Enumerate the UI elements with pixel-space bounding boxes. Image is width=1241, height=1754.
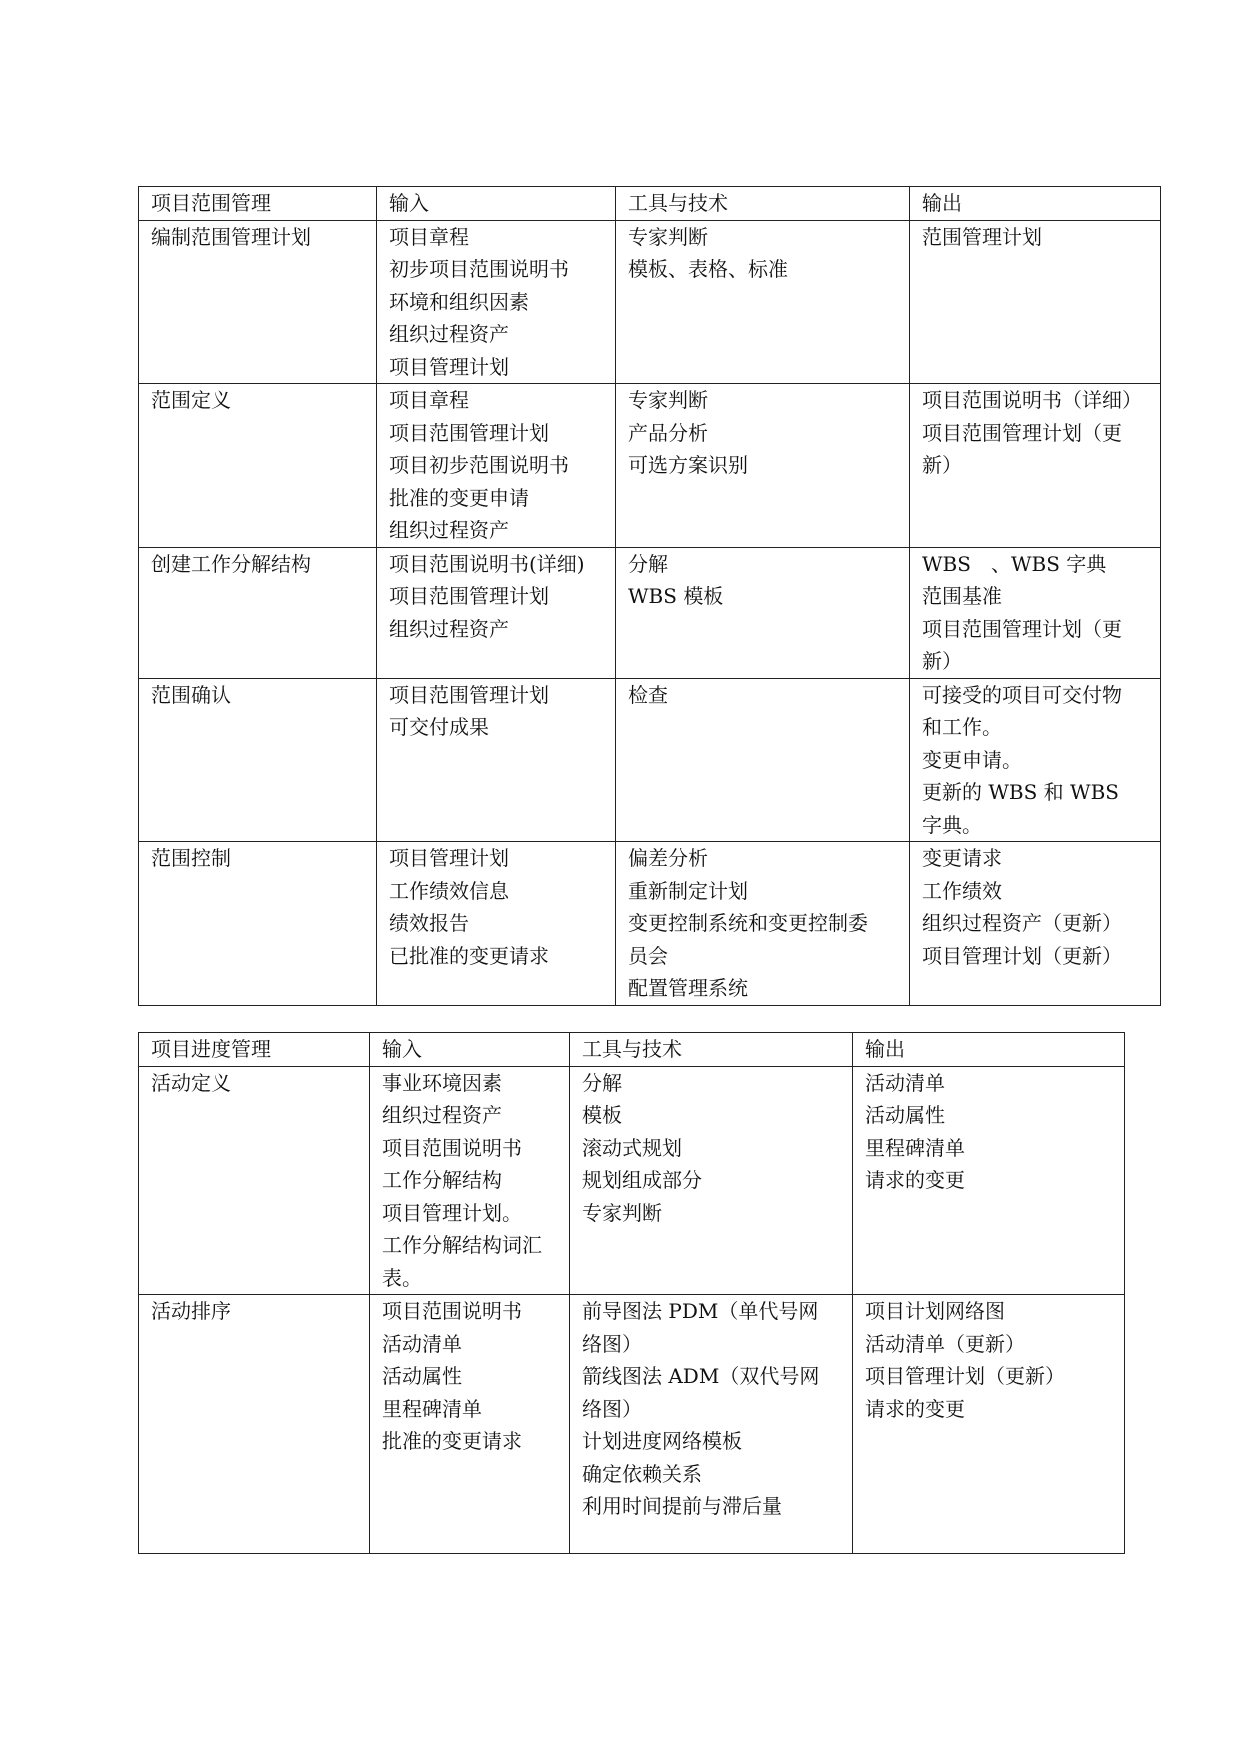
cell-line: 项目初步范围说明书 xyxy=(389,453,569,477)
tools-cell xyxy=(570,1066,853,1295)
cell-line: 字典。 xyxy=(922,812,982,837)
cell-line: 初步项目范围说明书 xyxy=(389,257,569,281)
cell-line: 项目管理计划 xyxy=(389,846,509,870)
table-row xyxy=(139,547,1161,678)
table-header-row xyxy=(139,1033,1125,1067)
header-cell: 输出 xyxy=(853,1033,1125,1067)
cell-line: 员会 xyxy=(628,943,668,968)
cell-line: 范围管理计划 xyxy=(922,224,1042,249)
cell-line: 箭线图法 ADM（双代号网 xyxy=(582,1364,820,1388)
cell-line: 范围控制 xyxy=(151,846,231,870)
header-cell: 输入 xyxy=(370,1033,570,1067)
cell-line: 专家判断 xyxy=(628,388,708,412)
cell-line: 组织过程资产 xyxy=(389,322,509,346)
cell-line: 确定依赖关系 xyxy=(582,1461,702,1486)
cell-line: 组织过程资产 xyxy=(389,616,509,641)
cell-line: 活动清单 xyxy=(382,1331,462,1356)
cell-line: 模板 xyxy=(582,1103,622,1127)
schedule-management-table xyxy=(138,1032,1125,1554)
cell-line: WBS 、WBS 字典 xyxy=(922,551,1107,576)
header-cell: 工具与技术 xyxy=(570,1033,853,1067)
table-header-row xyxy=(139,187,1161,221)
cell-line: 项目范围说明书（详细） xyxy=(922,388,1142,412)
process-cell xyxy=(139,1066,370,1295)
cell-line: 项目管理计划 xyxy=(389,354,509,379)
cell-line: 变更请求 xyxy=(922,846,1002,870)
process-cell xyxy=(139,384,377,548)
cell-line: 产品分析 xyxy=(628,420,708,445)
cell-line: 配置管理系统 xyxy=(628,976,748,1000)
cell-line: 新） xyxy=(922,453,962,477)
cell-line: 项目计划网络图 xyxy=(865,1299,1005,1323)
scope-management-table xyxy=(138,186,1161,1006)
cell-line: 工作绩效信息 xyxy=(389,878,509,903)
process-cell xyxy=(139,220,377,384)
cell-line: 绩效报告 xyxy=(389,911,469,935)
header-cell: 输出 xyxy=(910,187,1161,221)
cell-line: 项目范围管理计划 xyxy=(389,584,549,608)
cell-line: 活动排序 xyxy=(151,1299,231,1323)
cell-line: 工作分解结构 xyxy=(382,1168,502,1192)
header-cell: 项目范围管理 xyxy=(139,187,377,221)
cell-line: 项目范围管理计划（更 xyxy=(922,420,1122,445)
header-cell: 输入 xyxy=(377,187,616,221)
header-cell: 项目进度管理 xyxy=(139,1033,370,1067)
cell-line: 检查 xyxy=(628,682,668,707)
process-cell xyxy=(139,547,377,678)
table-row xyxy=(139,678,1161,842)
cell-line: 工作分解结构词汇 xyxy=(382,1233,542,1257)
cell-line: 可交付成果 xyxy=(389,715,489,739)
tools-cell xyxy=(616,678,910,842)
cell-line: 项目管理计划（更新） xyxy=(865,1364,1065,1388)
cell-line: 活动清单（更新） xyxy=(865,1331,1025,1356)
cell-line: 新） xyxy=(922,649,962,673)
inputs-cell xyxy=(370,1295,570,1554)
cell-line: 变更控制系统和变更控制委 xyxy=(628,911,868,935)
process-cell xyxy=(139,678,377,842)
tools-cell xyxy=(616,220,910,384)
cell-line: 前导图法 PDM（单代号网 xyxy=(582,1299,819,1323)
cell-line: 变更申请。 xyxy=(922,747,1022,772)
cell-line: 已批准的变更请求 xyxy=(389,943,549,968)
cell-line: 表。 xyxy=(382,1265,422,1290)
process-cell xyxy=(139,1295,370,1554)
cell-line: 计划进度网络模板 xyxy=(582,1429,742,1453)
table-row xyxy=(139,1066,1125,1295)
cell-line: 请求的变更 xyxy=(865,1396,965,1421)
cell-line: 更新的 WBS 和 WBS xyxy=(922,780,1119,804)
table-row xyxy=(139,384,1161,548)
cell-line: 里程碑清单 xyxy=(382,1396,482,1421)
cell-line: 项目范围管理计划 xyxy=(389,682,549,707)
cell-line: 分解 xyxy=(628,551,668,576)
table-row xyxy=(139,1295,1125,1554)
cell-line: 组织过程资产 xyxy=(389,518,509,542)
cell-line: 活动定义 xyxy=(151,1070,231,1095)
cell-line: 重新制定计划 xyxy=(628,878,748,903)
cell-line: 环境和组织因素 xyxy=(389,289,529,314)
cell-line: 项目范围说明书 xyxy=(382,1299,522,1323)
cell-line: 项目管理计划。 xyxy=(382,1200,522,1225)
cell-line: 可选方案识别 xyxy=(628,453,748,477)
table-row xyxy=(139,220,1161,384)
cell-line: 项目范围说明书(详细) xyxy=(389,551,585,576)
cell-line: 批准的变更申请 xyxy=(389,485,529,510)
cell-line: 专家判断 xyxy=(628,224,708,249)
cell-line: 工作绩效 xyxy=(922,878,1002,903)
cell-line: WBS 模板 xyxy=(628,584,724,608)
cell-line: 活动属性 xyxy=(382,1364,462,1388)
cell-line: 请求的变更 xyxy=(865,1168,965,1192)
cell-line: 组织过程资产（更新） xyxy=(922,911,1122,935)
outputs-cell xyxy=(853,1066,1125,1295)
cell-line: 络图） xyxy=(582,1331,642,1356)
cell-line: 范围确认 xyxy=(151,682,231,707)
inputs-cell xyxy=(377,842,616,1006)
outputs-cell xyxy=(910,842,1161,1006)
tools-cell xyxy=(616,547,910,678)
cell-line: 组织过程资产 xyxy=(382,1103,502,1127)
cell-line: 专家判断 xyxy=(582,1200,662,1225)
inputs-cell xyxy=(370,1066,570,1295)
cell-line: 滚动式规划 xyxy=(582,1135,682,1160)
outputs-cell xyxy=(910,384,1161,548)
cell-line: 范围定义 xyxy=(151,388,231,412)
cell-line: 项目范围管理计划（更 xyxy=(922,616,1122,641)
inputs-cell xyxy=(377,220,616,384)
cell-line: 偏差分析 xyxy=(628,846,708,870)
cell-line: 利用时间提前与滞后量 xyxy=(582,1494,782,1518)
cell-line: 事业环境因素 xyxy=(382,1070,502,1095)
cell-line: 络图） xyxy=(582,1396,642,1421)
outputs-cell xyxy=(910,220,1161,384)
cell-line: 里程碑清单 xyxy=(865,1135,965,1160)
process-cell xyxy=(139,842,377,1006)
cell-line: 规划组成部分 xyxy=(582,1168,702,1192)
inputs-cell xyxy=(377,678,616,842)
cell-line: 项目范围管理计划 xyxy=(389,420,549,445)
outputs-cell xyxy=(910,678,1161,842)
cell-line: 项目范围说明书 xyxy=(382,1135,522,1160)
cell-line: 编制范围管理计划 xyxy=(151,224,311,249)
cell-line: 模板、表格、标准 xyxy=(628,257,788,281)
inputs-cell xyxy=(377,384,616,548)
tools-cell xyxy=(570,1295,853,1554)
cell-line: 创建工作分解结构 xyxy=(151,551,311,576)
header-cell: 工具与技术 xyxy=(616,187,910,221)
cell-line: 项目章程 xyxy=(389,388,469,412)
cell-line: 范围基准 xyxy=(922,584,1002,608)
cell-line: 活动清单 xyxy=(865,1070,945,1095)
outputs-cell xyxy=(910,547,1161,678)
cell-line: 活动属性 xyxy=(865,1103,945,1127)
outputs-cell xyxy=(853,1295,1125,1554)
cell-line: 分解 xyxy=(582,1070,622,1095)
table-row xyxy=(139,842,1161,1006)
tools-cell xyxy=(616,384,910,548)
cell-line: 项目管理计划（更新） xyxy=(922,943,1122,968)
cell-line: 和工作。 xyxy=(922,715,1002,739)
cell-line: 可接受的项目可交付物 xyxy=(922,682,1122,707)
cell-line: 项目章程 xyxy=(389,224,469,249)
tools-cell xyxy=(616,842,910,1006)
cell-line: 批准的变更请求 xyxy=(382,1429,522,1453)
inputs-cell xyxy=(377,547,616,678)
